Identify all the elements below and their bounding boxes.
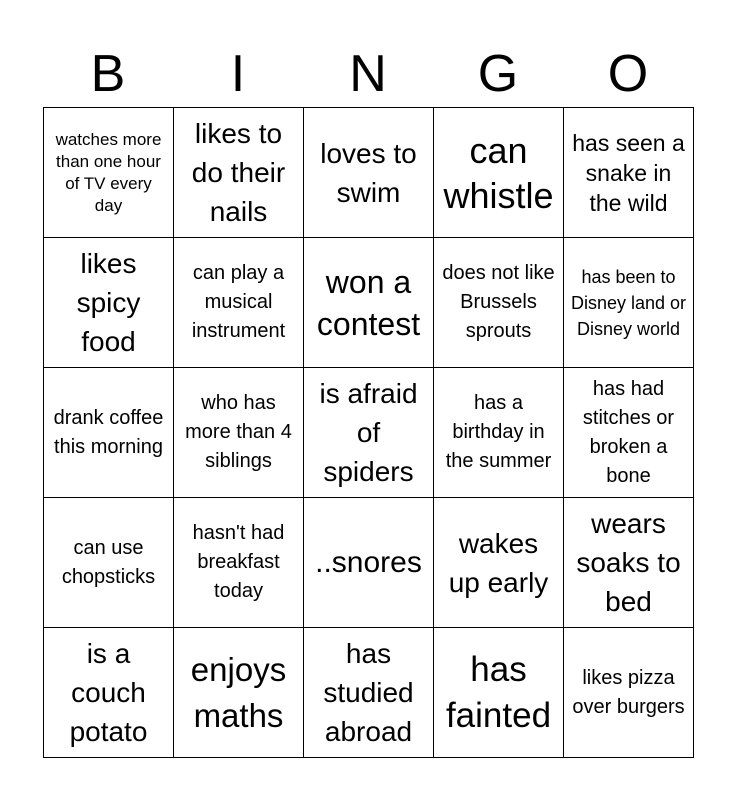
bingo-cell[interactable]	[434, 628, 564, 758]
bingo-header	[43, 40, 693, 108]
cell-text: has seen a snake in the wild	[572, 129, 685, 216]
bingo-cell[interactable]	[564, 368, 694, 498]
bingo-cell[interactable]	[564, 238, 694, 368]
bingo-cell[interactable]	[44, 628, 174, 758]
cell-text: likes to do their nails	[191, 118, 286, 227]
cell-text: can whistle	[443, 129, 554, 216]
cell-text: won a contest	[316, 263, 421, 342]
cell-text: can play a musical instrument	[191, 262, 286, 342]
cell-text: has a birthday in the summer	[445, 392, 552, 472]
cell-text: hasn't had breakfast today	[192, 522, 285, 602]
cell-text: has studied abroad	[323, 638, 414, 747]
bingo-cell[interactable]	[434, 238, 564, 368]
cell-text: does not like Brussels sprouts	[442, 262, 555, 342]
cell-text: likes spicy food	[76, 248, 141, 357]
bingo-cell[interactable]	[44, 108, 174, 238]
bingo-cell[interactable]	[44, 368, 174, 498]
cell-text: is a couch potato	[69, 638, 148, 747]
bingo-cell[interactable]	[174, 238, 304, 368]
cell-text: wakes up early	[448, 527, 549, 598]
bingo-cell[interactable]	[44, 498, 174, 628]
cell-text: loves to swim	[320, 137, 417, 208]
header-letter-b: B	[90, 45, 126, 103]
bingo-cell[interactable]	[564, 498, 694, 628]
cell-text: is afraid of spiders	[319, 378, 418, 487]
bingo-cell[interactable]	[564, 108, 694, 238]
cell-text: can use chopsticks	[61, 536, 156, 588]
bingo-cell[interactable]	[174, 108, 304, 238]
cell-text: likes pizza over burgers	[572, 666, 685, 718]
cell-text: has been to Disney land or Disney world	[570, 266, 687, 339]
bingo-cell[interactable]	[304, 368, 434, 498]
bingo-cell[interactable]	[564, 628, 694, 758]
cell-text: has fainted	[445, 649, 552, 735]
header-letter-g: G	[477, 45, 519, 103]
bingo-cell[interactable]	[174, 368, 304, 498]
bingo-grid	[43, 107, 694, 758]
cell-text: ..snores	[315, 546, 422, 579]
bingo-cell[interactable]	[304, 238, 434, 368]
bingo-cell[interactable]	[434, 498, 564, 628]
bingo-cell[interactable]	[434, 368, 564, 498]
bingo-cell[interactable]	[304, 108, 434, 238]
cell-text: drank coffee this morning	[53, 406, 164, 458]
bingo-cell[interactable]	[304, 628, 434, 758]
bingo-cell[interactable]	[44, 238, 174, 368]
cell-text: enjoys maths	[190, 650, 287, 734]
cell-text: has had stitches or broken a bone	[582, 377, 675, 487]
cell-text: who has more than 4 siblings	[185, 392, 292, 472]
bingo-cell[interactable]	[304, 498, 434, 628]
header-letter-i: I	[230, 45, 246, 103]
header-letter-o: O	[607, 45, 649, 103]
header-letter-n: N	[349, 45, 387, 103]
bingo-cell[interactable]	[174, 498, 304, 628]
bingo-cell[interactable]	[174, 628, 304, 758]
cell-text: wears soaks to bed	[576, 508, 681, 617]
bingo-cell[interactable]	[434, 108, 564, 238]
cell-text: watches more than one hour of TV every day	[55, 129, 162, 215]
